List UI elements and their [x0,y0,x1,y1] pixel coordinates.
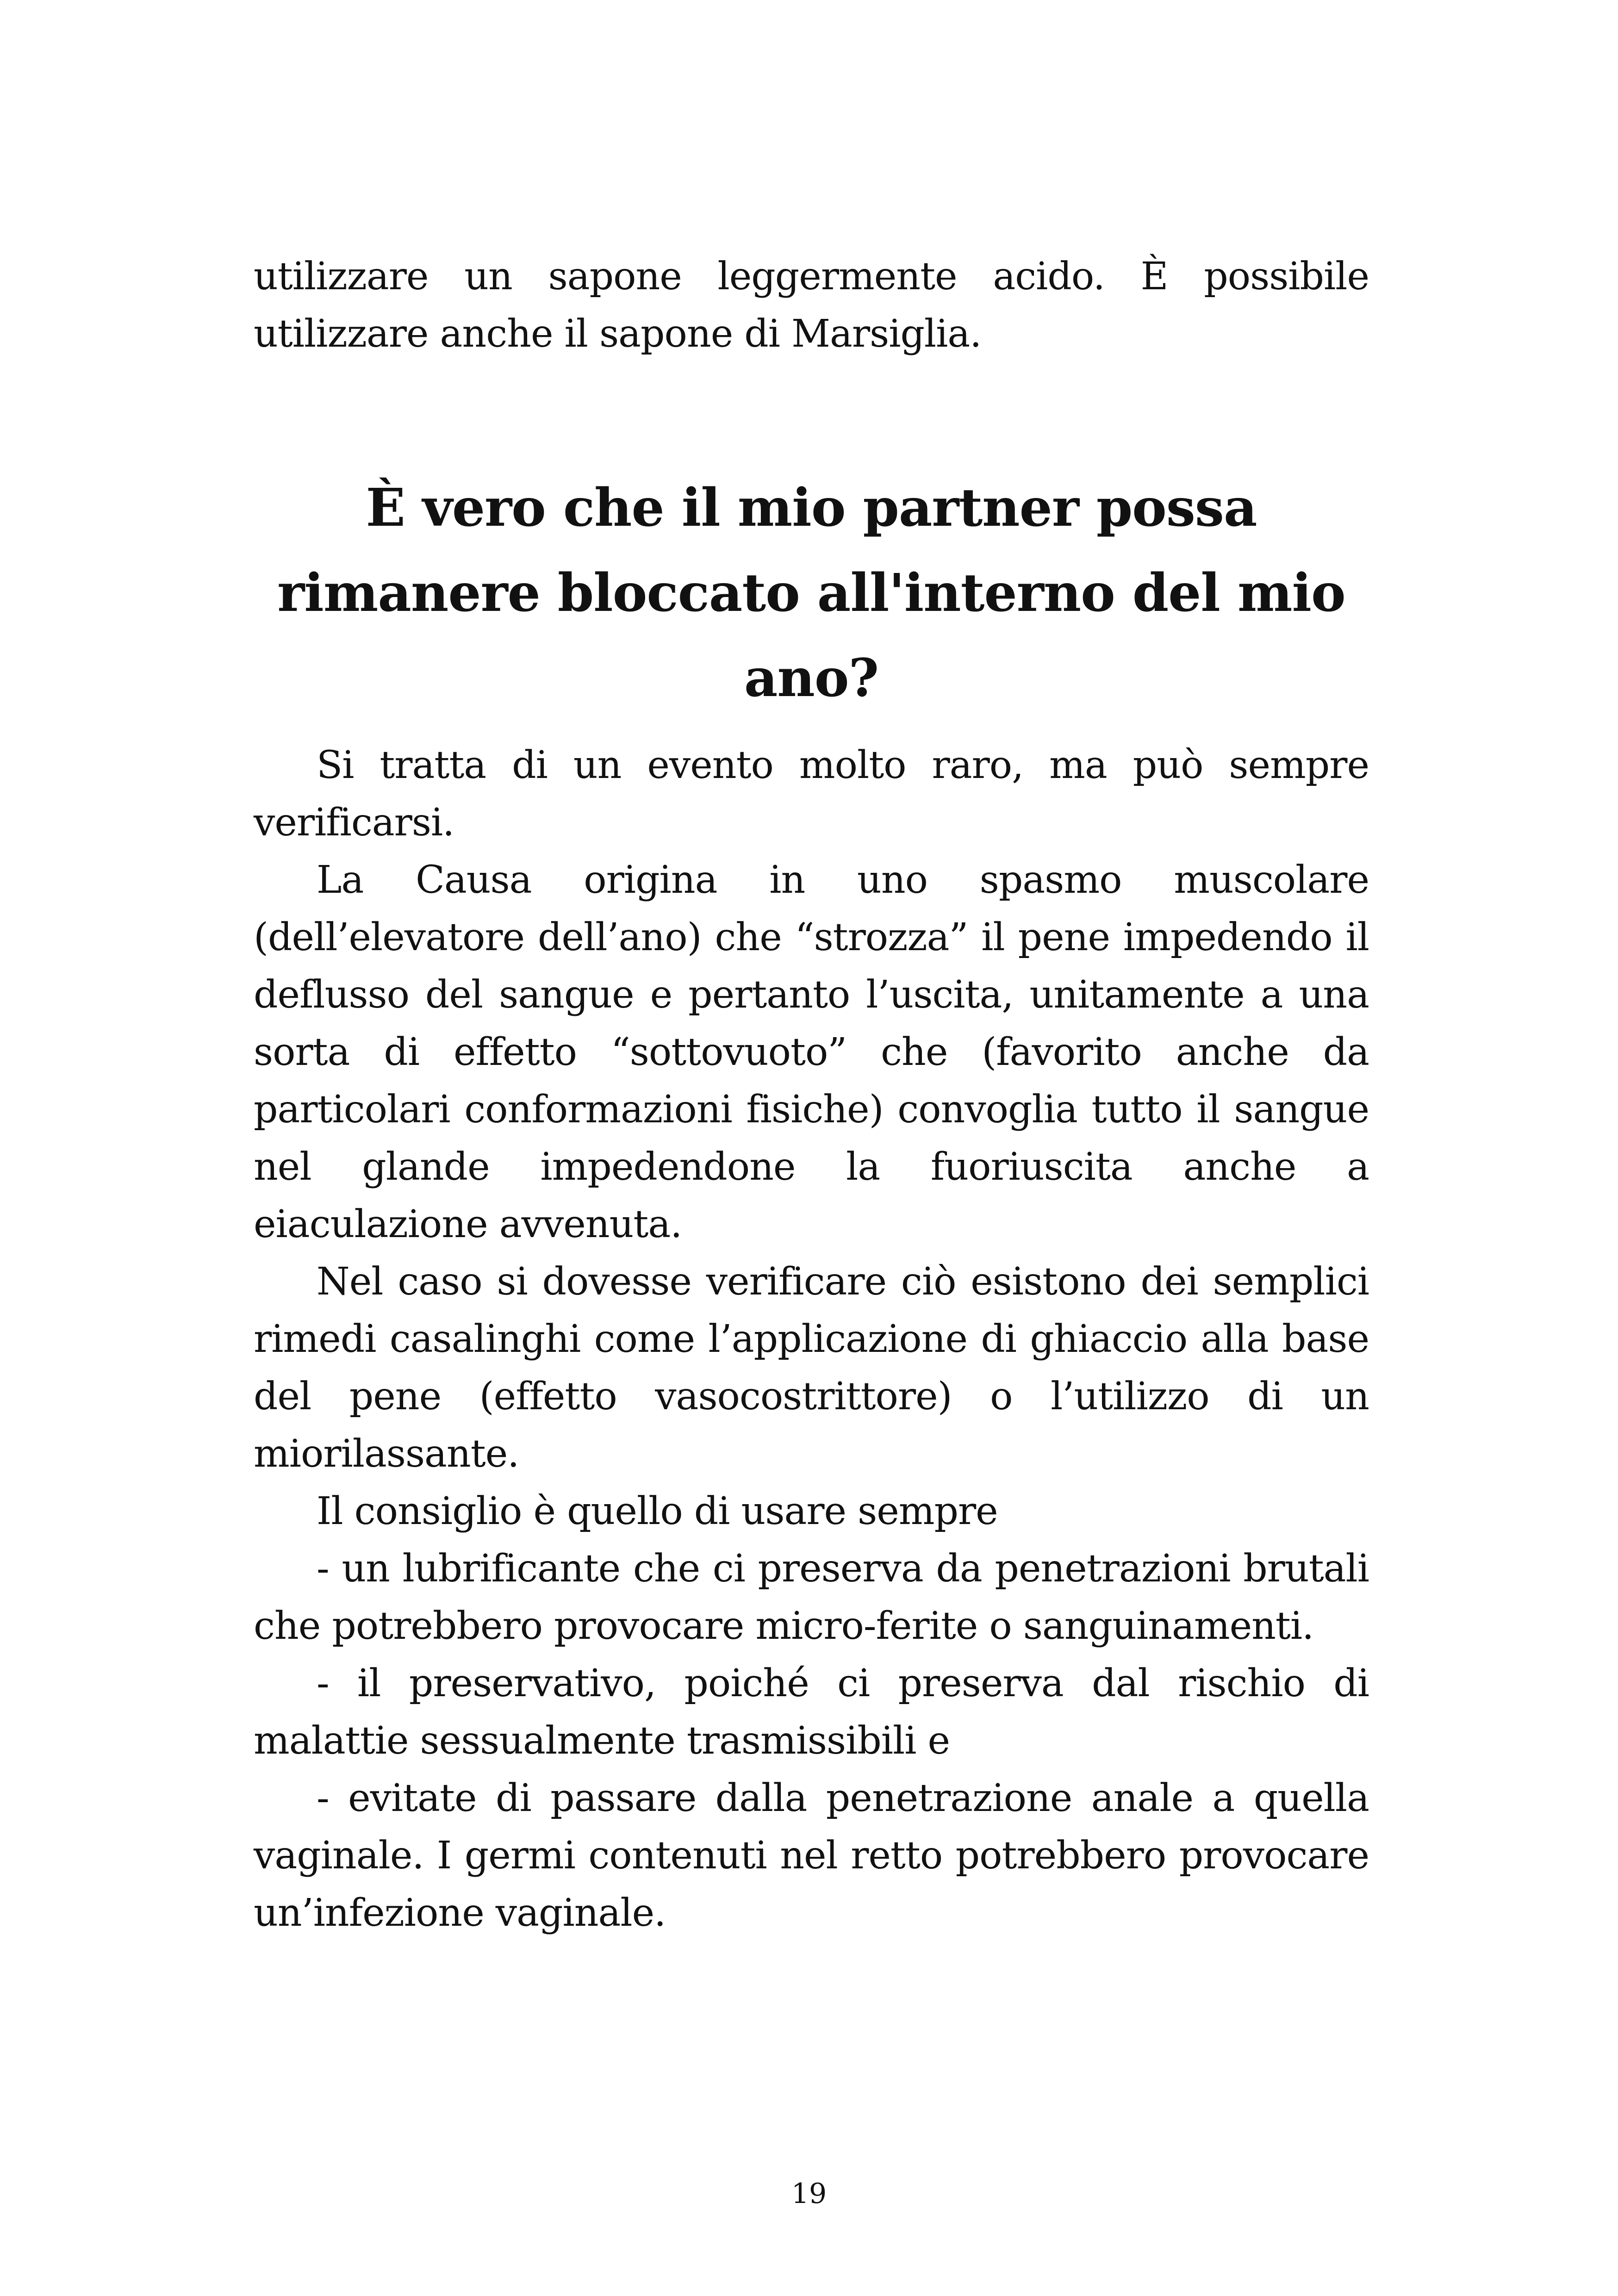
body-paragraph: - evitate di passare dalla penetrazione anale a quella vaginale. I germi contenuti nel retto potrebbero provocare un’infezione vaginale. [254,1776,1369,1935]
intro-paragraph: utilizzare un sapone leggermente acido. È possibile utilizzare anche il sapone di Marsiglia. [254,255,1369,356]
body-paragraph: - il preservativo, poiché ci preserva dal rischio di malattie sessualmente trasmissibili e [254,1661,1369,1763]
section-heading: È vero che il mio partner possa rimanere bloccato all'interno del mio ano? [277,478,1345,709]
page-number: 19 [791,2178,827,2210]
body-paragraph: Nel caso si dovesse verificare ciò esistono dei semplici rimedi casalinghi come l’applicazione di ghiaccio alla base del pene (effetto vasocostrittore) o l’utilizzo di un miorilassante. [254,1260,1369,1476]
intro-text [254,248,1369,363]
body-paragraph: Si tratta di un evento molto raro, ma può sempre verificarsi. [254,743,1369,845]
body-paragraph: Il consiglio è quello di usare sempre [317,1489,998,1533]
body-paragraph: La Causa origina in uno spasmo muscolare (dell’elevatore dell’ano) che “strozza” il pene impedendo il deflusso del sangue e pertanto l’uscita, unitamente a una sorta di effetto “sottovuoto” che (favorito anche da particolari conformazioni fisiche) convoglia tutto il sangue nel glande impedendone la fuoriuscita anche a eiaculazione avvenuta. [254,858,1369,1246]
body-paragraph: - un lubrificante che ci preserva da penetrazioni brutali che potrebbero provocare micro-ferite o sanguinamenti. [254,1547,1369,1648]
section-body [254,737,1369,1942]
